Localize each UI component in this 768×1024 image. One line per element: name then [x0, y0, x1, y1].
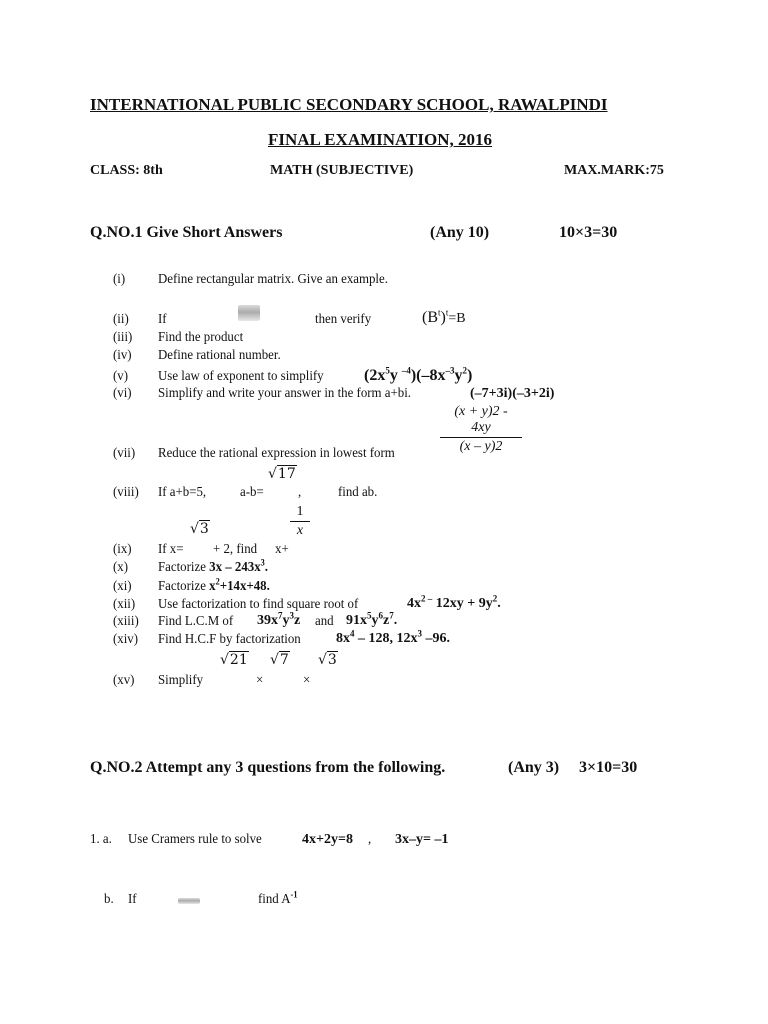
- q1-text-v: Use law of exponent to simplify: [158, 369, 324, 384]
- q1-num-ii: (ii): [113, 312, 129, 327]
- q1-num-xii: (xii): [113, 597, 136, 612]
- q1-num-iii: (iii): [113, 330, 133, 345]
- q2-title: Q.NO.2 Attempt any 3 questions from the following.: [90, 759, 446, 776]
- matrix-image-1b: [178, 898, 200, 904]
- q1-root-xv-c: √3: [318, 652, 337, 668]
- q1-num-vii: (vii): [113, 446, 136, 461]
- q1-num-xiv: (xiv): [113, 632, 139, 647]
- q1-text-x: Factorize $3x - 243x^3$.: [158, 557, 269, 575]
- q1-text4-viii: find ab.: [338, 485, 378, 500]
- q1-text-ix: If x=: [158, 542, 184, 557]
- q1-num-vi: (vi): [113, 386, 132, 401]
- q1-num-x: (x): [113, 560, 129, 575]
- q1-text-xi: Factorize $x^2+14x+48$.: [158, 576, 270, 594]
- q1-text-iii: Find the product: [158, 330, 244, 345]
- q1-expr-xiv: $8x^4 - 128$, $12x^3$ –96.: [336, 628, 450, 646]
- q1-text-i: Define rectangular matrix. Give an example.: [158, 272, 388, 287]
- q1-and-xiii: and: [315, 614, 334, 629]
- q1-marks: 10×3=30: [559, 224, 618, 241]
- q1-root-xv-b: √7: [270, 652, 289, 668]
- q2-label-1b: b.: [104, 892, 114, 907]
- q1-num-xi: (xi): [113, 579, 132, 594]
- q1-title: Q.NO.1 Give Short Answers: [90, 224, 283, 241]
- q1-text-xv: Simplify: [158, 673, 204, 688]
- q1-fraction-ix: $\frac{1}{x}$: [290, 504, 310, 539]
- q1-times-xv-a: ×: [256, 673, 264, 688]
- q1-num-i: (i): [113, 272, 126, 287]
- q1-text-viii: If a+b=5,: [158, 485, 207, 500]
- q2-any: (Any 3): [508, 759, 560, 776]
- q1-text2-ix: + 2, find: [213, 542, 258, 557]
- q1-expr-xii: $4x^{2 -}$ $12xy + 9y^2$.: [407, 593, 501, 611]
- q2-sep-1a: ,: [368, 832, 372, 847]
- q1-text-vii: Reduce the rational expression in lowest form: [158, 446, 395, 461]
- q1-root-xv-a: √21: [220, 652, 248, 668]
- q1-any: (Any 10): [430, 224, 490, 241]
- q1-expr-xiii-a: $39x^7y^3z$: [257, 610, 301, 628]
- q1-expr-ii: $(B^t)^t=B$: [422, 307, 466, 326]
- q1-text-ii: If: [158, 312, 167, 327]
- q1-num-ix: (ix): [113, 542, 132, 557]
- q1-expr-xiii-b: $91x^5y^6z^7$.: [346, 610, 398, 628]
- q1-root-ix: √3: [190, 521, 209, 537]
- q2-text-1b: If: [128, 892, 137, 907]
- matrix-image-ii: [238, 305, 260, 321]
- max-mark-label: MAX.MARK:75: [564, 163, 664, 178]
- q1-text-vi: Simplify and write your answer in the form a+bi.: [158, 386, 412, 401]
- q1-num-v: (v): [113, 369, 129, 384]
- q1-expr-v: ($2x^5y$ $^{-4})(-8x^{-3}y^2)$: [364, 365, 473, 384]
- q1-text-xii: Use factorization to find square root of: [158, 597, 359, 612]
- class-label: CLASS: 8th: [90, 163, 163, 178]
- q1-text2-ii: then verify: [315, 312, 372, 327]
- q2-text-1a: Use Cramers rule to solve: [128, 832, 262, 847]
- q1-text3-ix: x+: [275, 542, 289, 557]
- q1-num-viii: (viii): [113, 485, 139, 500]
- school-title: INTERNATIONAL PUBLIC SECONDARY SCHOOL, RAWALPINDI: [90, 95, 608, 114]
- q2-eq1-1a: 4x+2y=8: [302, 832, 353, 847]
- q1-text-xiii: Find L.C.M of: [158, 614, 234, 629]
- exam-title: FINAL EXAMINATION, 2016: [268, 130, 493, 149]
- q1-root-viii: √17: [268, 466, 296, 482]
- q2-text2-1b: find $A^{-1}$: [258, 889, 298, 907]
- subject-label: MATH (SUBJECTIVE): [270, 163, 414, 178]
- q1-num-xiii: (xiii): [113, 614, 139, 629]
- q2-marks: 3×10=30: [579, 759, 638, 776]
- q1-text2-viii: a-b=: [240, 485, 264, 500]
- q2-label-1a: 1. a.: [90, 832, 112, 847]
- q1-num-iv: (iv): [113, 348, 132, 363]
- q1-times-xv-b: ×: [303, 673, 311, 688]
- q1-num-xv: (xv): [113, 673, 135, 688]
- q1-expr-vi: (–7+3i)(–3+2i): [470, 386, 555, 401]
- q1-text-xiv: Find H.C.F by factorization: [158, 632, 301, 647]
- q2-eq2-1a: 3x–y= –1: [395, 832, 449, 847]
- q1-text3-viii: ,: [298, 485, 302, 500]
- q1-fraction-vii: $\frac{(x + y)2 - 4xy}{(x - y)2}$: [440, 404, 522, 455]
- q1-text-iv: Define rational number.: [158, 348, 281, 363]
